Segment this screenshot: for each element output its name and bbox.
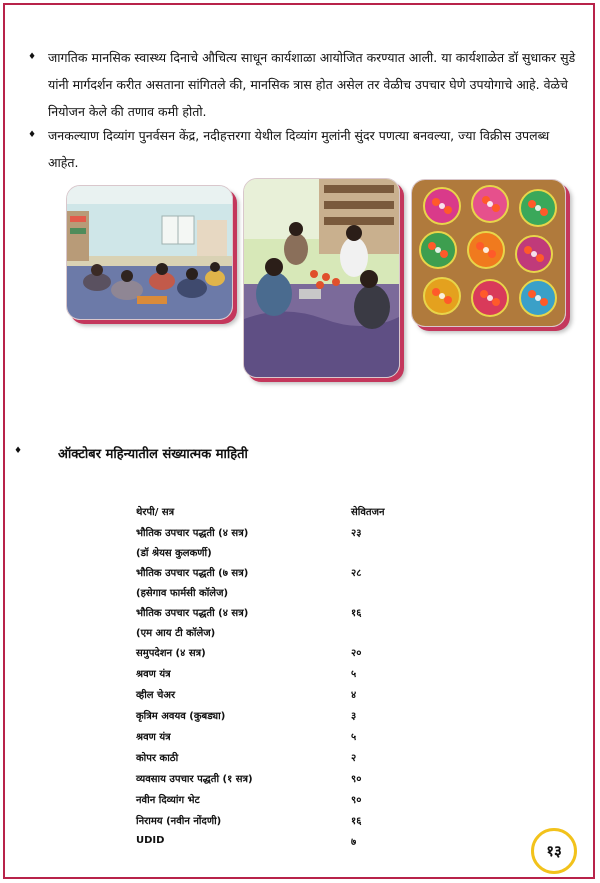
bullet-text: जनकल्याण दिव्यांग पुनर्वसन केंद्र, नदीहत्तरगा येथील दिव्यांग मुलांनी सुंदर पणत्या बनवल्या, ज्या विक्रीस उपलब्ध आहेत. bbox=[48, 128, 550, 170]
row-label: नवीन दिव्यांग भेट bbox=[136, 794, 200, 806]
row-value: ५ bbox=[351, 731, 357, 743]
row-label: कृत्रिम अवयव (कुबड्या) bbox=[136, 710, 226, 722]
row-label: कोपर काठी bbox=[136, 752, 179, 764]
row-value: २० bbox=[351, 647, 362, 659]
row-value: २८ bbox=[351, 567, 362, 579]
row-value: ५ bbox=[351, 668, 357, 680]
photo-workshop-room bbox=[66, 185, 233, 320]
table-row-sub bbox=[136, 622, 456, 641]
row-label: श्रवण यंत्र bbox=[136, 668, 171, 680]
row-label: भौतिक उपचार पद्धती (४ सत्र) bbox=[136, 607, 249, 619]
table-row bbox=[136, 641, 456, 662]
bullet-icon: ♦ bbox=[28, 130, 37, 140]
row-label: निरामय (नवीन नोंदणी) bbox=[136, 815, 222, 827]
table-row bbox=[136, 683, 456, 704]
row-value: ९० bbox=[351, 794, 362, 806]
row-value: १६ bbox=[351, 607, 362, 619]
statistics-table bbox=[136, 500, 456, 851]
row-value: १६ bbox=[351, 815, 362, 827]
table-header-row bbox=[136, 500, 456, 521]
photo-diya-trays bbox=[411, 179, 566, 327]
table-row bbox=[136, 809, 456, 830]
row-label: भौतिक उपचार पद्धती (४ सत्र) bbox=[136, 527, 249, 539]
row-label: समुपदेशन (४ सत्र) bbox=[136, 647, 206, 659]
section-heading-text: ऑक्टोबर महिन्यातील संख्यात्मक माहिती bbox=[58, 447, 248, 462]
row-sub-label: (डॉ श्रेयस कुलकर्णी) bbox=[136, 547, 212, 559]
row-label: व्यवसाय उपचार पद्धती (१ सत्र) bbox=[136, 773, 253, 785]
table-row bbox=[136, 662, 456, 683]
table-row bbox=[136, 788, 456, 809]
row-value: २ bbox=[351, 752, 357, 764]
row-value: ४ bbox=[351, 689, 357, 701]
header-therapy: थेरपी/ सत्र bbox=[136, 506, 175, 518]
row-label: UDID bbox=[136, 835, 165, 846]
table-row bbox=[136, 746, 456, 767]
header-beneficiaries: सेवितजन bbox=[351, 506, 385, 518]
row-value: ७ bbox=[351, 836, 357, 848]
table-row bbox=[136, 830, 456, 851]
photo-children-painting bbox=[243, 178, 400, 378]
table-row bbox=[136, 704, 456, 725]
row-sub-label: (हसेगाव फार्मसी कॉलेज) bbox=[136, 587, 229, 599]
bullet-text: जागतिक मानसिक स्वास्थ्य दिनाचे औचित्य साधून कार्यशाळा आयोजित करण्यात आली. या कार्यशाळेत डॉ सुधाकर सुडे यांनी मार्गदर्शन करीत असताना सांगितले की, मानसिक त्रास होत असेल तर वेळीच उपचार घेणे उपयोगाचे आहे. वेळेचे नियोजन केले की तणाव कमी होतो. bbox=[48, 50, 576, 119]
bullet-paragraph-workshop bbox=[28, 44, 578, 125]
bullet-paragraph-diyas bbox=[28, 122, 578, 176]
row-sub-label: (एम आय टी कॉलेज) bbox=[136, 627, 216, 639]
table-row bbox=[136, 521, 456, 542]
table-row bbox=[136, 561, 456, 582]
bullet-icon: ♦ bbox=[28, 52, 37, 62]
row-value: ३ bbox=[351, 710, 357, 722]
page-number: १३ bbox=[531, 828, 577, 874]
row-value: २३ bbox=[351, 527, 362, 539]
row-label: व्हील चेअर bbox=[136, 689, 176, 701]
table-row bbox=[136, 601, 456, 622]
row-label: श्रवण यंत्र bbox=[136, 731, 171, 743]
table-row-sub bbox=[136, 582, 456, 601]
table-row bbox=[136, 767, 456, 788]
row-value: ९० bbox=[351, 773, 362, 785]
table-row bbox=[136, 725, 456, 746]
bullet-icon: ♦ bbox=[14, 446, 23, 456]
row-label: भौतिक उपचार पद्धती (७ सत्र) bbox=[136, 567, 249, 579]
table-row-sub bbox=[136, 542, 456, 561]
